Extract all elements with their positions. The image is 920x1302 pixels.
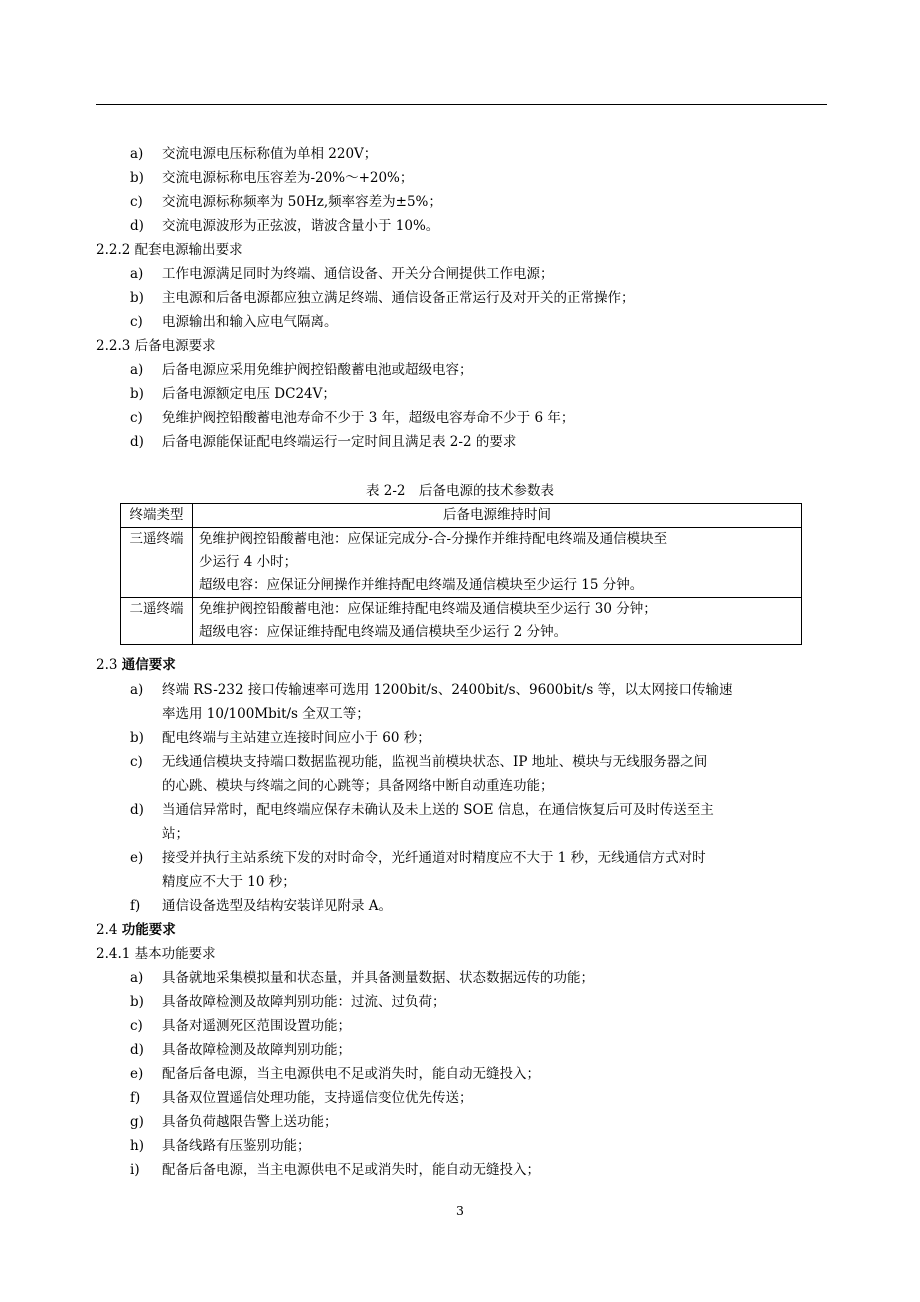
list-item-line: 站； <box>162 826 189 842</box>
list-item-label: e) <box>130 1066 144 1082</box>
list-item-line: 配电终端与主站建立连接时间应小于 60 秒； <box>162 730 431 746</box>
list-item-label: a) <box>130 362 144 378</box>
list-item-label: b) <box>130 994 144 1010</box>
list-item: 具备故障检测及故障判别功能； <box>162 1042 351 1058</box>
list-item: 具备线路有压鉴别功能； <box>162 1138 311 1154</box>
list-item-label: g) <box>130 1114 144 1130</box>
section-number: 2.4 <box>96 922 122 938</box>
list-item-label: b) <box>130 730 144 746</box>
section-heading-2-3 <box>96 657 176 673</box>
section-title: 通信要求 <box>121 657 176 673</box>
table-header-cell: 后备电源维持时间 <box>193 504 802 528</box>
list-item-label: c) <box>130 410 143 426</box>
section-heading-2-2-2: 2.2.2 配套电源输出要求 <box>96 242 243 258</box>
list-item-line: 通信设备选型及结构安装详见附录 A。 <box>162 898 393 914</box>
cell-line: 免维护阀控铅酸蓄电池：应保证维持配电终端及通信模块至少运行 30 分钟； <box>199 601 657 617</box>
table-caption: 表 2-2 后备电源的技术参数表 <box>365 483 555 499</box>
section-heading-2-4 <box>96 922 176 938</box>
list-item: 后备电源额定电压 DC24V； <box>162 386 336 402</box>
table-row <box>121 598 802 645</box>
list-item-line: 无线通信模块支持端口数据监视功能，监视当前模块状态、IP 地址、模块与无线服务器之间 <box>162 754 708 770</box>
list-item-label: c) <box>130 314 143 330</box>
section-number: 2.3 <box>96 657 122 673</box>
list-item-label: f) <box>130 898 141 914</box>
list-item-line: 率选用 10/100Mbit/s 全双工等； <box>162 706 370 722</box>
list-item-label: a) <box>130 682 144 698</box>
list-item-line: 的心跳、模块与终端之间的心跳等；具备网络中断自动重连功能； <box>162 778 554 794</box>
table-cell-duration <box>193 598 802 645</box>
cell-line: 超级电容：应保证维持配电终端及通信模块至少运行 2 分钟。 <box>199 624 568 640</box>
list-item: 工作电源满足同时为终端、通信设备、开关分合闸提供工作电源； <box>162 266 554 282</box>
list-item-label: a) <box>130 146 144 162</box>
list-item: 交流电源标称电压容差为-20%～+20%； <box>162 170 414 186</box>
backup-power-table <box>120 503 802 645</box>
list-item-label: a) <box>130 266 144 282</box>
list-item: 具备负荷越限告警上送功能； <box>162 1114 338 1130</box>
list-item-label: h) <box>130 1138 144 1154</box>
list-item-line: 当通信异常时，配电终端应保存未确认及未上送的 SOE 信息，在通信恢复后可及时传送至主 <box>162 802 714 818</box>
list-item-line: 接受并执行主站系统下发的对时命令，光纤通道对时精度应不大于 1 秒，无线通信方式对时 <box>162 850 706 866</box>
list-item-label: d) <box>130 218 144 234</box>
list-item: 交流电源电压标称值为单相 220V； <box>162 146 378 162</box>
list-item: 主电源和后备电源都应独立满足终端、通信设备正常运行及对开关的正常操作； <box>162 290 635 306</box>
list-item-label: a) <box>130 970 144 986</box>
list-item-label: c) <box>130 194 143 210</box>
list-item: 具备对遥测死区范围设置功能； <box>162 1018 351 1034</box>
list-item-label: c) <box>130 1018 143 1034</box>
list-item: 后备电源能保证配电终端运行一定时间且满足表 2-2 的要求 <box>162 434 517 450</box>
table-cell-type: 三遥终端 <box>121 528 193 598</box>
list-item-label: d) <box>130 434 144 450</box>
list-item-label: c) <box>130 754 143 770</box>
section-title: 功能要求 <box>121 922 176 938</box>
table-header-cell: 终端类型 <box>121 504 193 528</box>
list-item-line: 精度应不大于 10 秒； <box>162 874 296 890</box>
section-heading-2-2-3: 2.2.3 后备电源要求 <box>96 338 216 354</box>
list-item: 后备电源应采用免维护阀控铅酸蓄电池或超级电容； <box>162 362 473 378</box>
list-item: 具备双位置遥信处理功能，支持遥信变位优先传送； <box>162 1090 473 1106</box>
list-item-label: e) <box>130 850 144 866</box>
list-item: 配备后备电源，当主电源供电不足或消失时，能自动无缝投入； <box>162 1066 540 1082</box>
table-header-row <box>121 504 802 528</box>
cell-line: 免维护阀控铅酸蓄电池：应保证完成分-合-分操作并维持配电终端及通信模块至 <box>199 531 668 547</box>
list-item-label: d) <box>130 802 144 818</box>
list-item-label: i) <box>130 1162 140 1178</box>
table-row <box>121 528 802 598</box>
table-cell-type: 二遥终端 <box>121 598 193 645</box>
list-item: 免维护阀控铅酸蓄电池寿命不少于 3 年，超级电容寿命不少于 6 年； <box>162 410 575 426</box>
cell-line: 超级电容：应保证分闸操作并维持配电终端及通信模块至少运行 15 分钟。 <box>199 577 644 593</box>
list-item-line: 终端 RS-232 接口传输速率可选用 1200bit/s、2400bit/s、9600bit/s 等，以太网接口传输速 <box>162 682 733 698</box>
list-item: 具备就地采集模拟量和状态量，并具备测量数据、状态数据远传的功能； <box>162 970 594 986</box>
list-item: 电源输出和输入应电气隔离。 <box>162 314 338 330</box>
list-item-label: d) <box>130 1042 144 1058</box>
list-item: 具备故障检测及故障判别功能：过流、过负荷； <box>162 994 446 1010</box>
list-item-label: f) <box>130 1090 141 1106</box>
header-rule <box>96 104 827 105</box>
list-item-label: b) <box>130 386 144 402</box>
page-number: 3 <box>456 1203 464 1218</box>
list-item-label: b) <box>130 170 144 186</box>
list-item: 交流电源波形为正弦波，谐波含量小于 10%。 <box>162 218 440 234</box>
list-item: 交流电源标称频率为 50Hz,频率容差为±5%； <box>162 194 442 210</box>
list-item-label: b) <box>130 290 144 306</box>
list-item: 配备后备电源，当主电源供电不足或消失时，能自动无缝投入； <box>162 1162 540 1178</box>
section-heading-2-4-1: 2.4.1 基本功能要求 <box>96 946 216 962</box>
cell-line: 少运行 4 小时； <box>199 554 298 570</box>
table-cell-duration <box>193 528 802 598</box>
